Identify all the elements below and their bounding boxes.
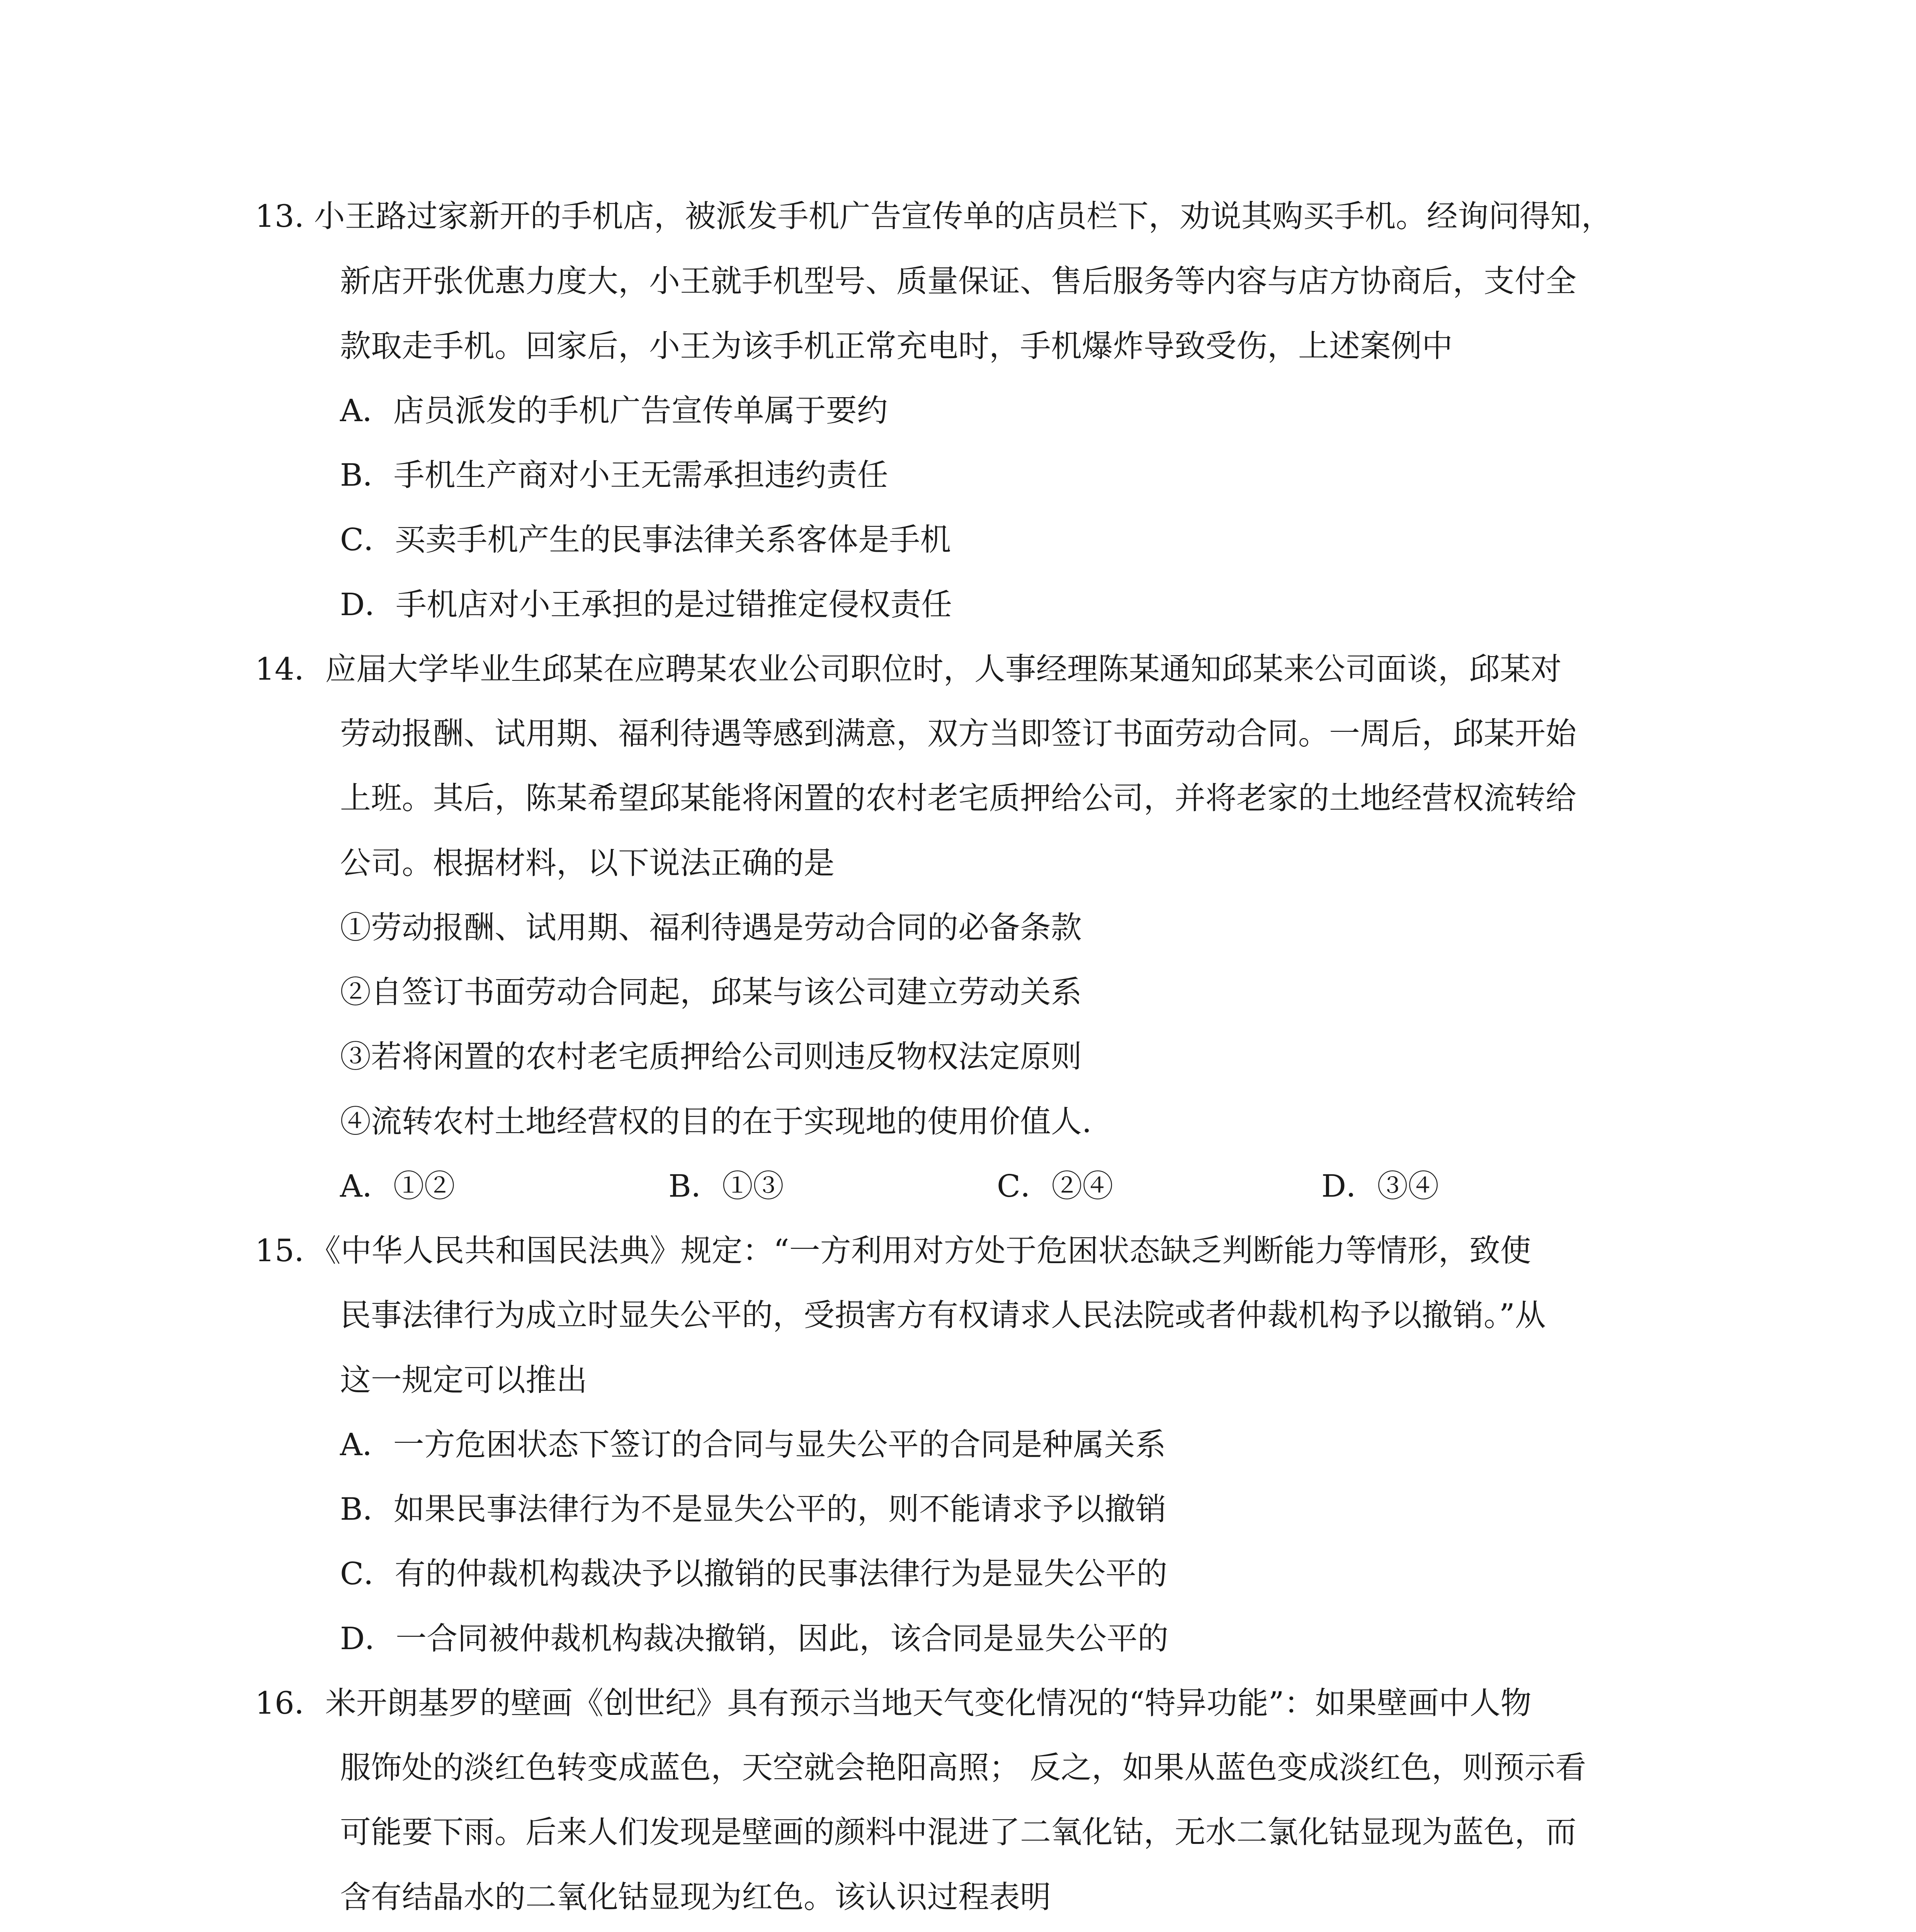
q16-stem-line-4: 含有结晶水的二氧化钴显现为红色。该认识过程表明: [340, 1879, 1051, 1915]
q14-option-c: C．②④: [997, 1168, 1114, 1204]
q13-stem-line-1: 13. 小王路过家新开的手机店，被派发手机广告宣传单的店员栏下，劝说其购买手机。经询问得知，: [255, 198, 1612, 234]
q14-statement-1: ①劳动报酬、试用期、福利待遇是劳动合同的必备条款: [340, 910, 1082, 946]
q16-stem-line-2: 服饰处的淡红色转变成蓝色，天空就会艳阳高照； 反之，如果从蓝色变成淡红色，则预示看: [340, 1750, 1586, 1786]
q16-stem-line-1: 16．米开朗基罗的壁画《创世纪》具有预示当地天气变化情况的“特异功能”：如果壁画中人物: [255, 1685, 1532, 1721]
q14-statement-4: ④流转农村土地经营权的目的在于实现地的使用价值人.: [340, 1104, 1092, 1139]
q13-option-b: B．手机生产商对小王无需承担违约责任: [340, 457, 888, 493]
q14-statement-2: ②自签订书面劳动合同起，邱某与该公司建立劳动关系: [340, 974, 1082, 1010]
q15-option-c: C．有的仲裁机构裁决予以撤销的民事法律行为是显失公平的: [340, 1556, 1168, 1592]
q15-option-d: D．一合同被仲裁机构裁决撤销，因此，该合同是显失公平的: [340, 1621, 1169, 1656]
q15-stem-line-3: 这一规定可以推出: [340, 1362, 587, 1398]
q13-stem-line-2: 新店开张优惠力度大，小王就手机型号、质量保证、售后服务等内容与店方协商后，支付全: [340, 263, 1576, 299]
q13-option-d: D．手机店对小王承担的是过错推定侵权责任: [340, 587, 952, 622]
q14-option-d: D．③④: [1321, 1168, 1439, 1204]
q13-option-a: A．店员派发的手机广告宣传单属于要约: [340, 393, 888, 429]
q15-option-b: B．如果民事法律行为不是显失公平的，则不能请求予以撤销: [340, 1491, 1166, 1527]
q15-stem-line-1: 15．《中华人民共和国民法典》规定：“一方利用对方处于危困状态缺乏判断能力等情形，致使: [255, 1233, 1531, 1269]
q14-statement-3: ③若将闲置的农村老宅质押给公司则违反物权法定原则: [340, 1039, 1082, 1075]
q16-stem-line-3: 可能要下雨。后来人们发现是壁画的颜料中混进了二氧化钴，无水二氯化钴显现为蓝色，而: [340, 1814, 1576, 1850]
q14-stem-line-3: 上班。其后，陈某希望邱某能将闲置的农村老宅质押给公司，并将老家的土地经营权流转给: [340, 780, 1576, 816]
q13-stem-line-3: 款取走手机。回家后，小王为该手机正常充电时，手机爆炸导致受伤，上述案例中: [340, 328, 1453, 364]
q15-stem-line-2: 民事法律行为成立时显失公平的，受损害方有权请求人民法院或者仲裁机构予以撤销。”从: [340, 1297, 1546, 1333]
q14-option-a: A．①②: [340, 1168, 455, 1204]
q13-option-c: C．买卖手机产生的民事法律关系客体是手机: [340, 522, 951, 558]
q14-stem-line-1: 14．应届大学毕业生邱某在应聘某农业公司职位时，人事经理陈某通知邱某来公司面谈，邱某对: [255, 651, 1562, 687]
q15-option-a: A．一方危困状态下签订的合同与显失公平的合同是种属关系: [340, 1427, 1166, 1463]
q14-stem-line-2: 劳动报酬、试用期、福利待遇等感到满意，双方当即签订书面劳动合同。一周后，邱某开始: [340, 716, 1576, 752]
q14-stem-line-4: 公司。根据材料，以下说法正确的是: [340, 845, 835, 881]
q14-option-b: B．①③: [668, 1168, 784, 1204]
